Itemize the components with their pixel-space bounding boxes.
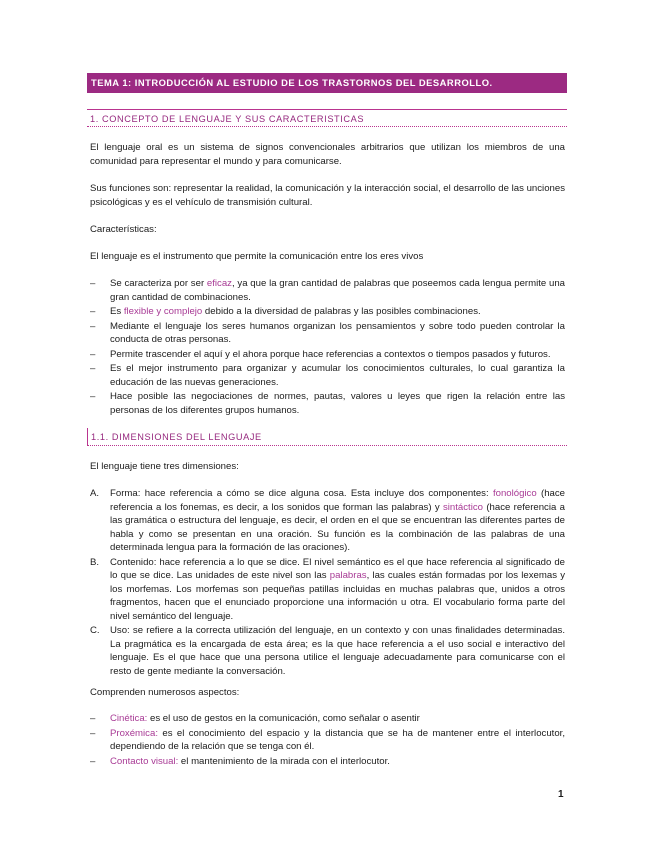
paragraph: El lenguaje es el instrumento que permite la comunicación entre los eres vivos (90, 251, 424, 262)
characteristics-list (90, 277, 565, 418)
subsection-heading: 1.1. DIMENSIONES DEL LENGUAJE (87, 428, 567, 446)
highlighted-term: palabras (329, 570, 367, 581)
list-dash: – (90, 727, 96, 739)
list-item: – Permite trascender el aquí y el ahora porque hace referencias a contextos o tiempos pasados y futuros. (90, 348, 551, 360)
list-item: – Hace posible las negociaciones de normes, pautas, valores u leyes que rigen la relación entre las personas de los diferentes grupos humanos. (90, 391, 565, 416)
highlighted-term: eficaz (206, 278, 232, 289)
highlighted-term: sintáctico (443, 501, 483, 513)
list-dash: – (90, 755, 96, 767)
highlighted-term: Proxémica: (110, 727, 158, 739)
list-item: – Cinética: es el uso de gestos en la comunicación, como señalar o asentir (90, 713, 420, 724)
document-title: TEMA 1: INTRODUCCIÓN AL ESTUDIO DE LOS TRASTORNOS DEL DESARROLLO. (87, 73, 567, 93)
paragraph: Características: (90, 224, 157, 235)
list-letter: B. (90, 556, 100, 568)
list-item: – Contacto visual: el mantenimiento de la mirada con el interlocutor. (90, 755, 390, 767)
list-item: – Proxémica: es el conocimiento del espacio y la distancia que se ha de mantener entre el interlocutor, dependiendo de la relación que se tenga con él. (90, 727, 565, 752)
list-item: – Mediante el lenguaje los seres humanos organizan los pensamientos y sobre todo pueden controlar la conducta de otras personas. (90, 320, 565, 345)
aspects-list (90, 712, 565, 769)
section-heading: 1. CONCEPTO DE LENGUAJE Y SUS CARACTERISTICAS (87, 109, 567, 127)
page-number: 1 (558, 789, 564, 800)
list-item: C. Uso: se refiere a la correcta utilización del lenguaje, en un contexto y con unas finalidades determinadas. La pragmática es la encargada de esta área; es la que hace referencia a el uso social e interactivo del lenguaje. Es el que hace que una persona utilice el lenguaje adecuadamente para comunicarse con el resto de gente mediante la conversación. (90, 625, 565, 677)
paragraph: El lenguaje oral es un sistema de signos convencionales arbitrarios que utilizan los miembros de una comunidad para representar el mundo y para comunicarse. (90, 142, 565, 167)
highlighted-term: fonológico (492, 488, 537, 499)
list-dash: – (90, 306, 96, 317)
highlighted-term: flexible y complejo (123, 306, 203, 317)
paragraph: El lenguaje tiene tres dimensiones: (90, 461, 239, 472)
list-item: – Es flexible y complejo debido a la diversidad de palabras y las posibles combinaciones. (90, 306, 481, 317)
list-item: B. Contenido: hace referencia a lo que se dice. El nivel semántico es el que hace referencia al significado de lo que se dice. Las unidades de este nivel son las palabras, las cuales están formadas por los lexemas y los morfemas. Los morfemas son pequeñas patillas incluidas en muchas palabras que, unidos a otros fragmentos, hacen que el enunciado proporcione una información u otra. El vocabulario forma parte del nivel semántico del lenguaje. (90, 556, 565, 622)
list-item: A. Forma: hace referencia a cómo se dice alguna cosa. Esta incluye dos componentes: fonológico (hace referencia a los fonemas, es decir, a los sonidos que forman las palabras) y sintáctico (hace referencia a las gramática o estructura del lenguaje, es decir, el orden en el que se encuentran las diferentes partes de habla y como se presentan en una oración. Su función es la combinación de las palabras de una determinada lengua para la formación de las oraciones). (90, 488, 565, 553)
list-dash: – (90, 391, 96, 402)
highlighted-term: Cinética: (110, 713, 148, 724)
list-item: – Se caracteriza por ser eficaz, ya que la gran cantidad de palabras que poseemos cada lengua permite una gran cantidad de combinaciones. (90, 278, 565, 303)
list-letter: C. (90, 625, 100, 636)
dimensions-list (90, 487, 565, 679)
highlighted-term: Contacto visual: (110, 755, 179, 767)
list-dash: – (90, 278, 96, 289)
list-dash: – (90, 713, 96, 724)
paragraph: Comprenden numerosos aspectos: (90, 687, 240, 698)
paragraph: Sus funciones son: representar la realidad, la comunicación y la interacción social, el desarrollo de las unciones psicológicas y es el vehículo de transmisión cultural. (90, 183, 565, 208)
list-letter: A. (90, 488, 100, 499)
list-item: – Es el mejor instrumento para organizar y acumular los conocimientos culturales, lo cual garantiza la educación de las nuevas generaciones. (90, 363, 565, 388)
list-dash: – (90, 320, 96, 332)
list-dash: – (90, 363, 96, 374)
list-dash: – (90, 348, 96, 360)
